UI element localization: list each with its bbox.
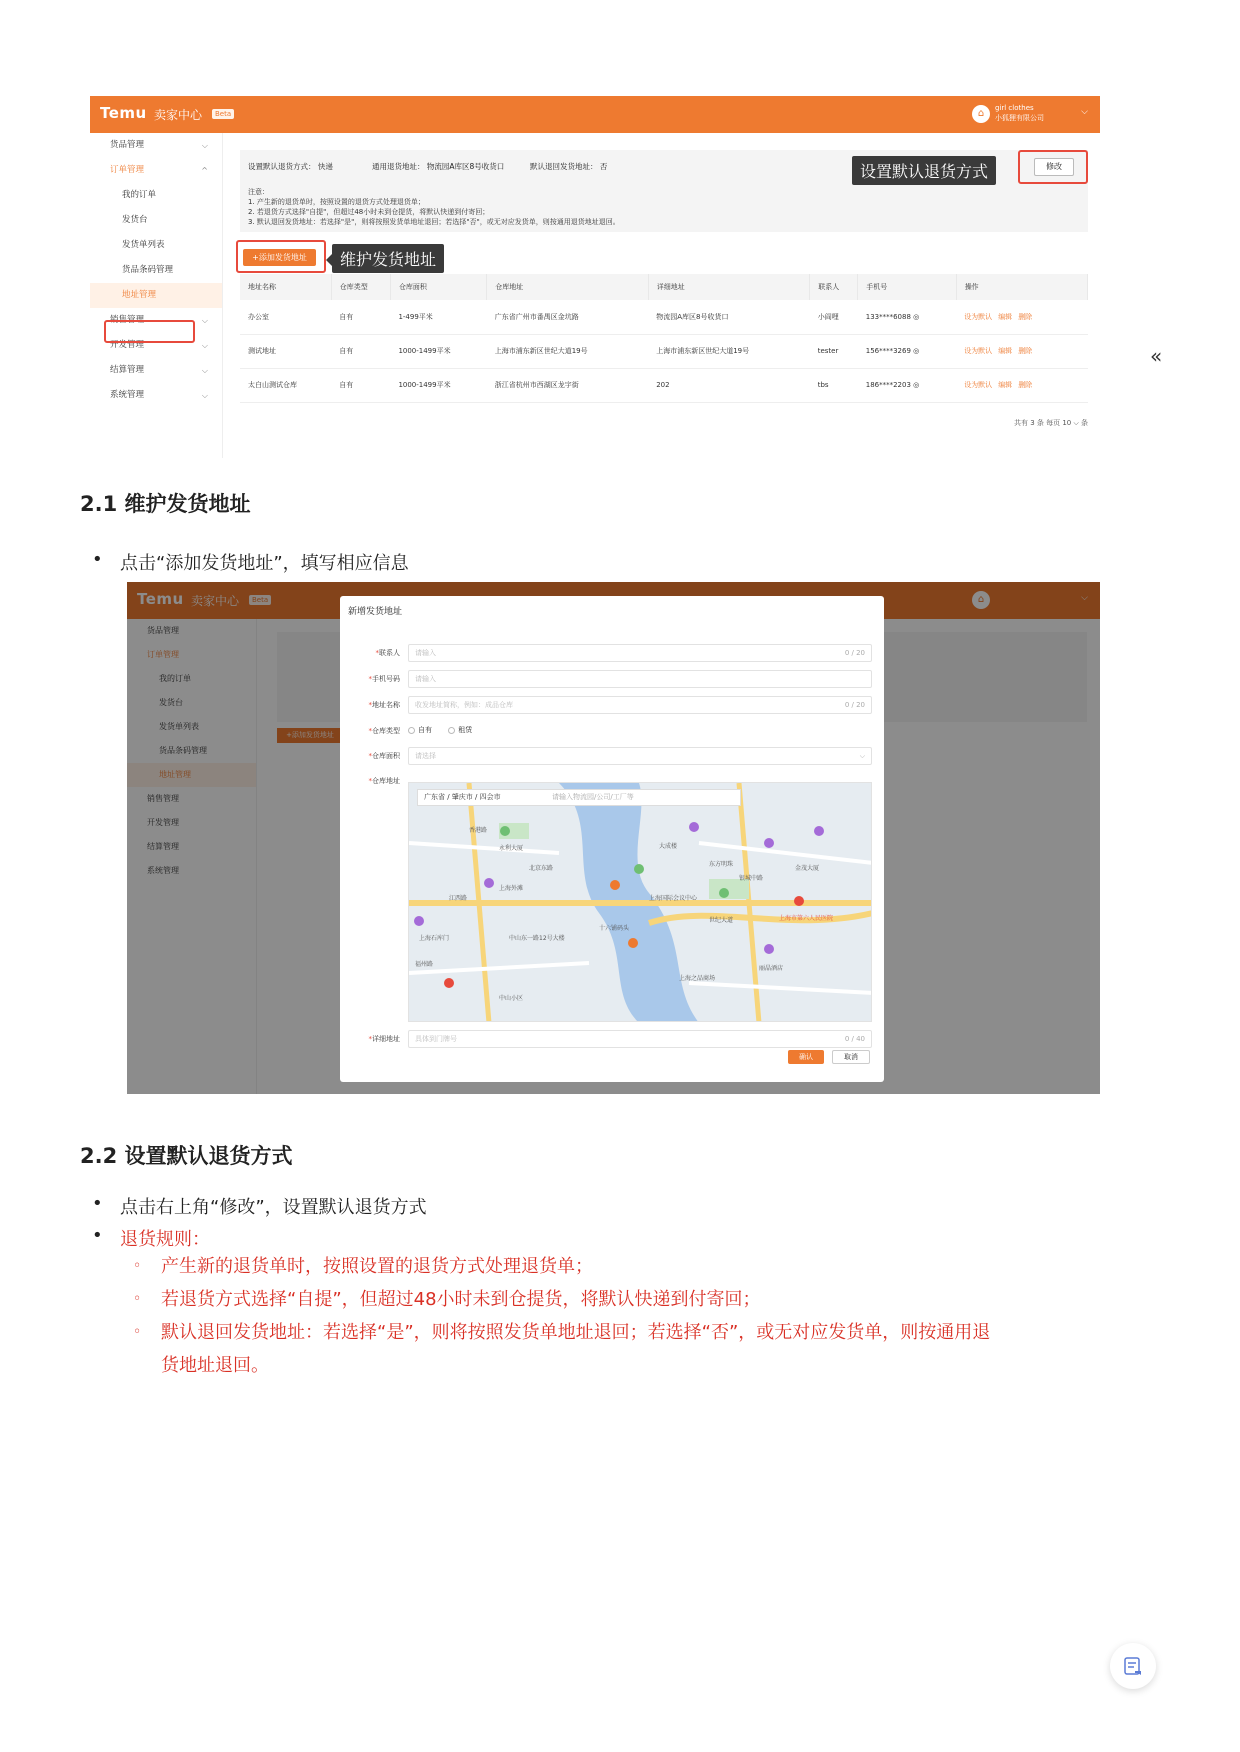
- address-name-input[interactable]: 收发地址简称，例如：成品仓库 0 / 20: [408, 696, 872, 714]
- add-address-button[interactable]: +添加发货地址: [277, 728, 343, 743]
- detail-address-input[interactable]: 具体到门牌号 0 / 40: [408, 1030, 872, 1048]
- section-heading-2-1: 2.1 维护发货地址: [80, 492, 251, 516]
- col-header: 地址名称: [240, 274, 331, 300]
- map-label: 香港路: [469, 827, 488, 834]
- chevron-down-icon[interactable]: ⌵: [1081, 593, 1088, 603]
- sidebar-item-shipping-list[interactable]: 发货单列表: [159, 722, 199, 731]
- confirm-button[interactable]: 确认: [788, 1050, 824, 1064]
- sidebar-item-shipping-desk[interactable]: 发货台: [159, 698, 183, 707]
- screenshot-add-address-modal: [127, 582, 1100, 1094]
- shop-name[interactable]: girl clothes 小狐狸有限公司: [995, 104, 1044, 122]
- sidebar-item-my-orders[interactable]: 我的订单: [122, 190, 157, 200]
- sidebar-item-sales[interactable]: 销售管理: [147, 794, 179, 803]
- rule-item-continued: 货地址退回。: [161, 1355, 269, 1376]
- general-return-address: 通用退货地址： 物流园A库区8号收货口: [372, 162, 505, 171]
- section-heading-2-2: 2.2 设置默认退货方式: [80, 1144, 293, 1168]
- col-header: 手机号: [858, 274, 956, 300]
- chevron-down-icon: ⌵: [201, 391, 208, 400]
- sidebar-item-orders[interactable]: 订单管理 ^: [90, 158, 222, 183]
- map-label: 丽晶酒店: [759, 965, 784, 972]
- detail-address-row: *详细地址 具体到门牌号 0 / 40: [340, 1030, 884, 1050]
- map-label: 东方明珠: [709, 861, 734, 868]
- row-actions: [956, 368, 1087, 402]
- shop-avatar-icon[interactable]: ⌂: [972, 591, 990, 609]
- map-label: 北京东路: [529, 865, 554, 872]
- shop-avatar-icon[interactable]: ⌂: [972, 105, 990, 123]
- map-label: 上海国际会议中心: [649, 895, 698, 902]
- map-graphic: [409, 783, 872, 1022]
- brand-subtitle: 卖家中心: [191, 594, 240, 608]
- beta-badge: Beta: [212, 109, 234, 119]
- cancel-button[interactable]: 取消: [832, 1050, 870, 1064]
- col-header: 联系人: [810, 274, 858, 300]
- map-picker[interactable]: [408, 782, 872, 1022]
- top-bar: [90, 96, 1100, 133]
- chevron-down-icon: ⌵: [201, 141, 208, 150]
- table-row: 测试地址 自有 1000-1499平米 上海市浦东新区世纪大道19号 上海市浦东新区世纪大道19号 tester 156****3269 ◎ 设为默认 编辑 删除: [240, 334, 1088, 368]
- sidebar-item-development[interactable]: 开发管理 ⌵: [90, 333, 222, 358]
- map-label: 中山东一路12号大楼: [509, 935, 565, 942]
- map-label: 银城中路: [739, 875, 764, 882]
- map-label: 永利大厦: [499, 845, 524, 852]
- sidebar-item-system[interactable]: 系统管理 ⌵: [90, 383, 222, 408]
- pagination[interactable]: 共有 3 条 每页 10 ⌵ 条: [1013, 419, 1088, 427]
- return-method: 设置默认退货方式： 快递: [248, 162, 333, 171]
- col-header: 仓库地址: [487, 274, 649, 300]
- sidebar-item-goods[interactable]: 货品管理 ⌵: [90, 133, 222, 158]
- contact-input[interactable]: 请输入 0 / 20: [408, 644, 872, 662]
- warehouse-area-row: *仓库面积 请选择 ⌵: [340, 747, 884, 767]
- sidebar-item-barcode[interactable]: 货品条码管理: [122, 265, 174, 275]
- phone-row: *手机号码 请输入: [340, 670, 884, 690]
- col-header: 仓库类型: [331, 274, 390, 300]
- col-header: 操作: [956, 274, 1087, 300]
- sidebar-item-settlement[interactable]: 结算管理: [147, 842, 179, 851]
- collapse-double-left-icon[interactable]: «: [1150, 344, 1163, 368]
- table-header-row: [240, 274, 1088, 300]
- rule-item: ◦ 若退货方式选择“自提”，但超过48小时未到仓提货，将默认快递到付寄回；: [133, 1289, 761, 1310]
- map-label: 上海石库门: [419, 935, 450, 942]
- list-item: • 退货规则：: [92, 1225, 210, 1250]
- brand-logo: Temu: [100, 104, 147, 122]
- modal-title: 新增发货地址: [348, 607, 403, 617]
- set-default-link[interactable]: 设为默认: [964, 312, 993, 321]
- map-search-bar[interactable]: 广东省 / 肇庆市 / 四会市 请输入物流园/公司/工厂等: [417, 789, 741, 806]
- sidebar-item-development[interactable]: 开发管理: [147, 818, 179, 827]
- delete-link[interactable]: 删除: [1018, 312, 1033, 321]
- sidebar-item-shipping-desk[interactable]: 发货台: [122, 215, 148, 225]
- brand-subtitle: 卖家中心: [154, 108, 203, 122]
- radio-rent[interactable]: 租赁: [448, 726, 472, 734]
- sidebar-item-system[interactable]: 系统管理: [147, 866, 179, 875]
- add-address-button[interactable]: +添加发货地址: [243, 249, 316, 266]
- table-row: 办公室 自有 1-499平米 广东省广州市番禺区金坑路 物流园A库区8号收货口 小阎哩 133****6088 ◎ 设为默认 编辑 删除: [240, 300, 1088, 334]
- map-label: 上海市第六人民医院: [779, 915, 834, 922]
- sidebar-item-barcode[interactable]: 货品条码管理: [159, 746, 207, 755]
- address-highlight-box: [104, 320, 195, 343]
- beta-badge: Beta: [249, 595, 271, 605]
- brand-logo: Temu: [137, 590, 184, 608]
- chevron-down-icon: ⌵: [859, 752, 865, 760]
- callout-maintain-address: 维护发货地址: [332, 244, 444, 273]
- chevron-down-icon: ⌵: [201, 366, 208, 375]
- map-label: 上海之品商场: [679, 975, 716, 982]
- sidebar: [90, 133, 223, 458]
- row-actions: [956, 300, 1087, 334]
- phone-input[interactable]: 请输入: [408, 670, 872, 688]
- col-header: 详细地址: [648, 274, 810, 300]
- map-label: 中山小区: [499, 995, 524, 1002]
- map-label: 大成楼: [659, 843, 678, 850]
- sidebar-item-address[interactable]: 地址管理: [127, 763, 256, 787]
- rule-item: ◦ 产生新的退货单时，按照设置的退货方式处理退货单；: [133, 1256, 593, 1277]
- set-default-link[interactable]: 设为默认: [964, 347, 993, 355]
- sidebar-item-sales[interactable]: 销售管理 ⌵: [90, 308, 222, 333]
- col-header: 仓库面积: [390, 274, 486, 300]
- chevron-down-icon[interactable]: ⌵: [1081, 107, 1088, 117]
- warehouse-type-row: *仓库类型 自有 租赁: [368, 726, 473, 735]
- delete-link[interactable]: 删除: [1018, 347, 1033, 355]
- edit-link[interactable]: 编辑: [998, 381, 1013, 389]
- list-item: • 点击“添加发货地址”，填写相应信息: [92, 549, 409, 574]
- default-ship-address: 默认退回发货地址： 否: [530, 162, 608, 171]
- notes-box: 注意： 1. 产生新的退货单时，按照设置的退货方式处理退货单； 2. 若退货方式选择"自提"，但超过48小时未到仓提货，将默认快递到付寄回； 3. 默认退回发货地址：若选择"是"，则将按照发货单地址退回；若选择"否"，或无对应发货单，则按通用退货地址退回。: [240, 181, 1088, 232]
- screenshot-address-management: [90, 96, 1100, 458]
- set-default-link[interactable]: 设为默认: [964, 381, 993, 389]
- sidebar-item-orders[interactable]: 订单管理: [147, 650, 179, 659]
- edit-button[interactable]: 修改: [1034, 158, 1074, 176]
- chevron-up-icon: ^: [201, 166, 208, 175]
- map-label: 江西路: [449, 895, 468, 902]
- sidebar-item-shipping-list[interactable]: 发货单列表: [122, 240, 165, 250]
- area-select[interactable]: 请选择 ⌵: [408, 747, 872, 765]
- address-name-row: *地址名称 收发地址简称，例如：成品仓库 0 / 20: [340, 696, 884, 716]
- row-actions: [956, 334, 1087, 368]
- sidebar-item-address[interactable]: 地址管理: [90, 283, 222, 308]
- edit-link[interactable]: 编辑: [998, 347, 1013, 355]
- add-address-modal: [340, 596, 884, 1082]
- chevron-down-icon: ⌵: [201, 341, 208, 350]
- feedback-button[interactable]: [1110, 1643, 1156, 1689]
- address-table: [240, 274, 1088, 403]
- warehouse-address-row: *仓库地址: [368, 777, 400, 785]
- feedback-icon: [1122, 1655, 1144, 1677]
- rule-item: ◦ 默认退回发货地址：若选择“是”，则将按照发货单地址退回；若选择“否”，或无对应发货单，则按通用退: [133, 1322, 991, 1343]
- sidebar-item-my-orders[interactable]: 我的订单: [159, 674, 191, 683]
- table-row: 太白山测试仓库 自有 1000-1499平米 浙江省杭州市西湖区龙宇街 202 tbs 186****2203 ◎ 设为默认 编辑 删除: [240, 368, 1088, 402]
- delete-link[interactable]: 删除: [1018, 381, 1033, 389]
- sidebar-item-settlement[interactable]: 结算管理 ⌵: [90, 358, 222, 383]
- sidebar-item-goods[interactable]: 货品管理: [147, 626, 179, 635]
- callout-return-method: 设置默认退货方式: [852, 156, 996, 185]
- chevron-down-icon: ⌵: [201, 316, 208, 325]
- map-label: 十六铺码头: [599, 925, 630, 932]
- contact-row: *联系人 请输入 0 / 20: [340, 644, 884, 664]
- edit-link[interactable]: 编辑: [998, 312, 1013, 321]
- map-label: 福州路: [415, 961, 434, 968]
- map-label: 金茂大厦: [795, 865, 820, 872]
- map-label: 上海外滩: [499, 885, 524, 892]
- map-label: 世纪大道: [709, 917, 734, 924]
- radio-own[interactable]: 自有: [408, 726, 432, 734]
- list-item: • 点击右上角“修改”，设置默认退货方式: [92, 1193, 427, 1218]
